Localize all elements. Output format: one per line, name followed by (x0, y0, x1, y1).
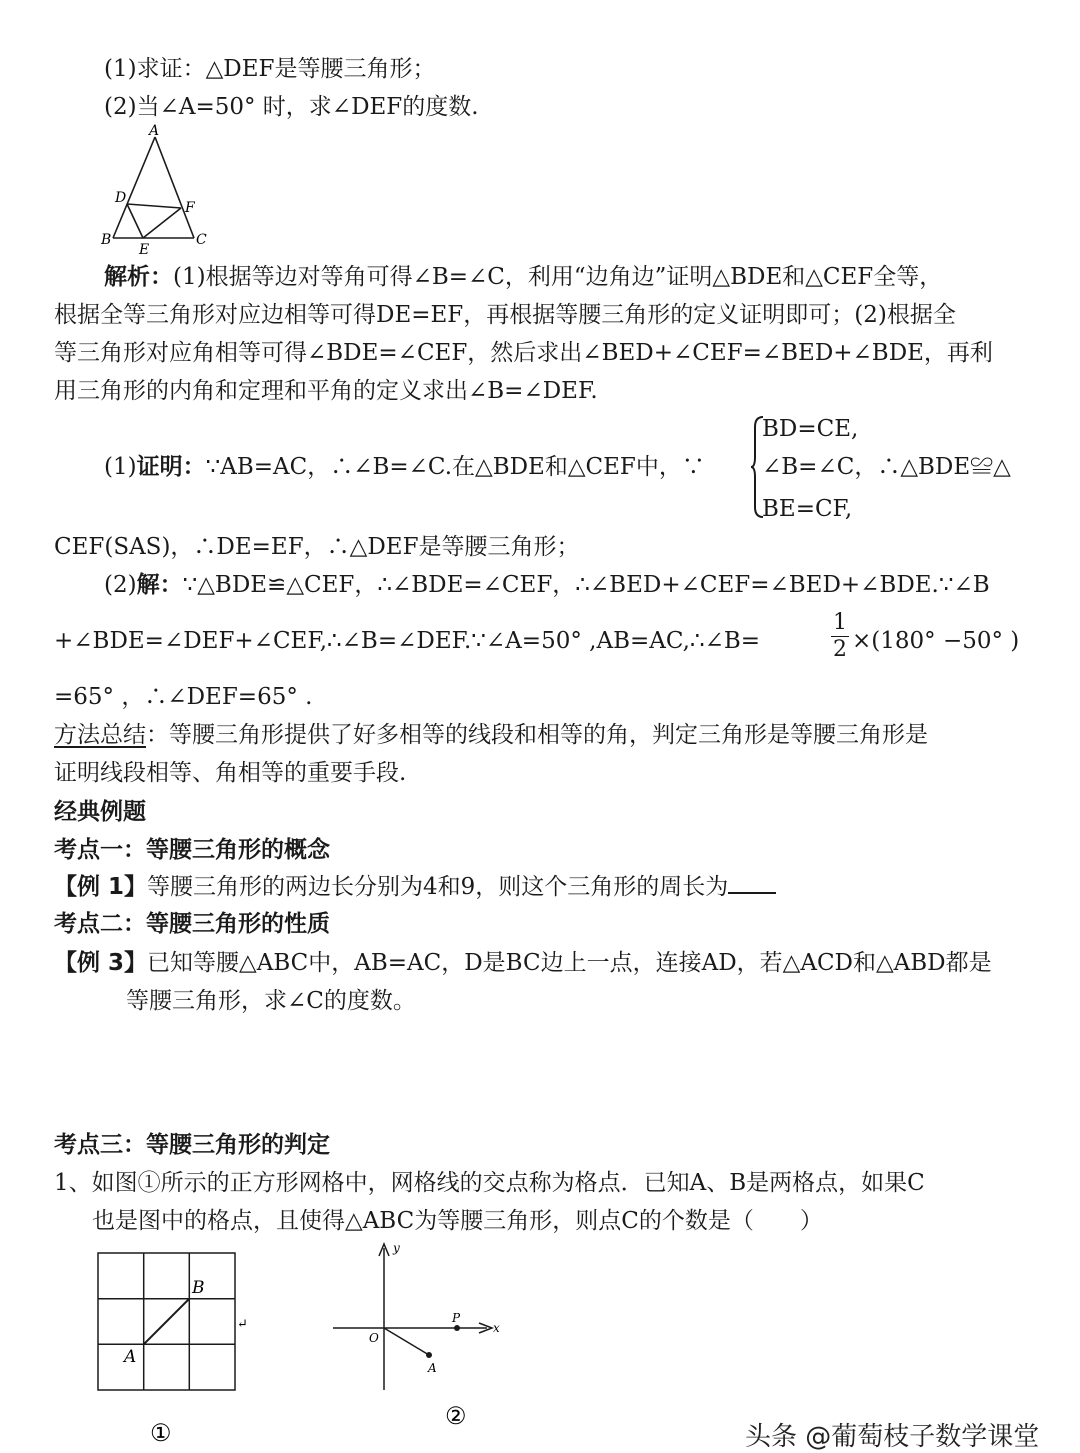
section-heading: 经典例题 (54, 799, 146, 825)
label-e: E (139, 242, 150, 257)
label-d: D (115, 190, 127, 206)
kaodian3-heading: 考点三：等腰三角形的判定 (54, 1132, 330, 1158)
axes-figure (325, 1238, 515, 1445)
proof-line2: CEF(SAS)，∴DE=EF，∴△DEF是等腰三角形； (54, 534, 580, 560)
solution-label: 解： (136, 572, 183, 598)
question1-line2: 也是图中的格点，且使得△ABC为等腰三角形，则点C的个数是（ ） (92, 1208, 823, 1234)
analysis-line1: 解析：(1)根据等边对等角可得∠B=∠C，利用“边角边”证明△BDE和△CEF全等， (104, 264, 943, 290)
point-p (454, 1325, 460, 1331)
proof-label: 证明： (136, 454, 206, 480)
watermark: 头条 @葡萄枝子数学课堂 (745, 1422, 1040, 1452)
axis-x-label: x (493, 1321, 500, 1335)
label-f: F (185, 200, 195, 216)
proof-line1: (1)证明：∵AB=AC，∴∠B=∠C.在△BDE和△CEF中，∵ (104, 454, 705, 480)
summary-line1: 方法总结：等腰三角形提供了好多相等的线段和相等的角，判定三角形是等腰三角形是 (54, 722, 928, 748)
return-mark-icon: ↵ (237, 1317, 248, 1332)
point-a-label: A (428, 1361, 437, 1375)
example3-line2: 等腰三角形，求∠C的度数。 (126, 988, 416, 1014)
analysis-line4: 用三角形的内角和定理和平角的定义求出∠B=∠DEF. (54, 378, 598, 404)
brace-line2: ∠B=∠C，∴△BDE≌△ (762, 454, 1011, 480)
problem-part2: (2)当∠A=50° 时，求∠DEF的度数. (104, 94, 479, 120)
question1-line1: 1、如图①所示的正方形网格中，网格线的交点称为格点．已知A、B是两格点，如果C (54, 1170, 925, 1196)
answer-blank[interactable] (728, 872, 776, 894)
label-b: B (101, 232, 112, 248)
grid-figure (90, 1245, 260, 1445)
summary-line2: 证明线段相等、角相等的重要手段. (54, 760, 407, 786)
summary-label: 方法总结 (54, 722, 146, 748)
analysis-line3: 等三角形对应角相等可得∠BDE=∠CEF，然后求出∠BED+∠CEF=∠BED+∠BDE，再利 (54, 340, 993, 366)
problem-part1: (1)求证：△DEF是等腰三角形； (104, 56, 436, 82)
kaodian1-heading: 考点一：等腰三角形的概念 (54, 837, 330, 863)
origin-label: O (369, 1331, 379, 1345)
fig2-caption: ② (445, 1402, 467, 1430)
axis-y-label: y (393, 1241, 400, 1255)
example1: 【例 1】等腰三角形的两边长分别为4和9，则这个三角形的周长为 (54, 870, 776, 904)
analysis-line2: 根据全等三角形对应边相等可得DE=EF，再根据等腰三角形的定义证明即可；(2)根据全 (54, 302, 956, 328)
brace-line1: BD=CE, (762, 416, 859, 442)
grid-label-b: B (192, 1278, 205, 1298)
example1-tag: 【例 1】 (54, 874, 148, 900)
solution-line3: =65° ，∴∠DEF=65° . (54, 684, 313, 710)
example3-line1: 【例 3】已知等腰△ABC中，AB=AC，D是BC边上一点，连接AD，若△ACD和△ABD都是 (54, 950, 992, 976)
point-p-label: P (452, 1311, 461, 1325)
solution-line1: (2)解：∵△BDE≌△CEF，∴∠BDE=∠CEF，∴∠BED+∠CEF=∠BED+∠BDE.∵∠B (104, 572, 990, 598)
solution-line2-tail: ×(180° −50° ) (852, 628, 1020, 654)
example3-tag: 【例 3】 (54, 950, 148, 976)
kaodian2-heading: 考点二：等腰三角形的性质 (54, 911, 330, 937)
analysis-label: 解析： (104, 264, 173, 290)
fig1-caption: ① (150, 1419, 172, 1445)
label-a: A (149, 123, 160, 139)
brace-line3: BE=CF, (762, 496, 853, 522)
grid-label-a: A (124, 1347, 137, 1367)
triangle-figure (98, 122, 213, 257)
label-c: C (196, 232, 207, 248)
fraction: 1 2 (833, 610, 847, 662)
solution-line2: +∠BDE=∠DEF+∠CEF,∴∠B=∠DEF.∵∠A=50° ,AB=AC,∴∠B= (54, 628, 761, 654)
point-a (426, 1352, 432, 1358)
